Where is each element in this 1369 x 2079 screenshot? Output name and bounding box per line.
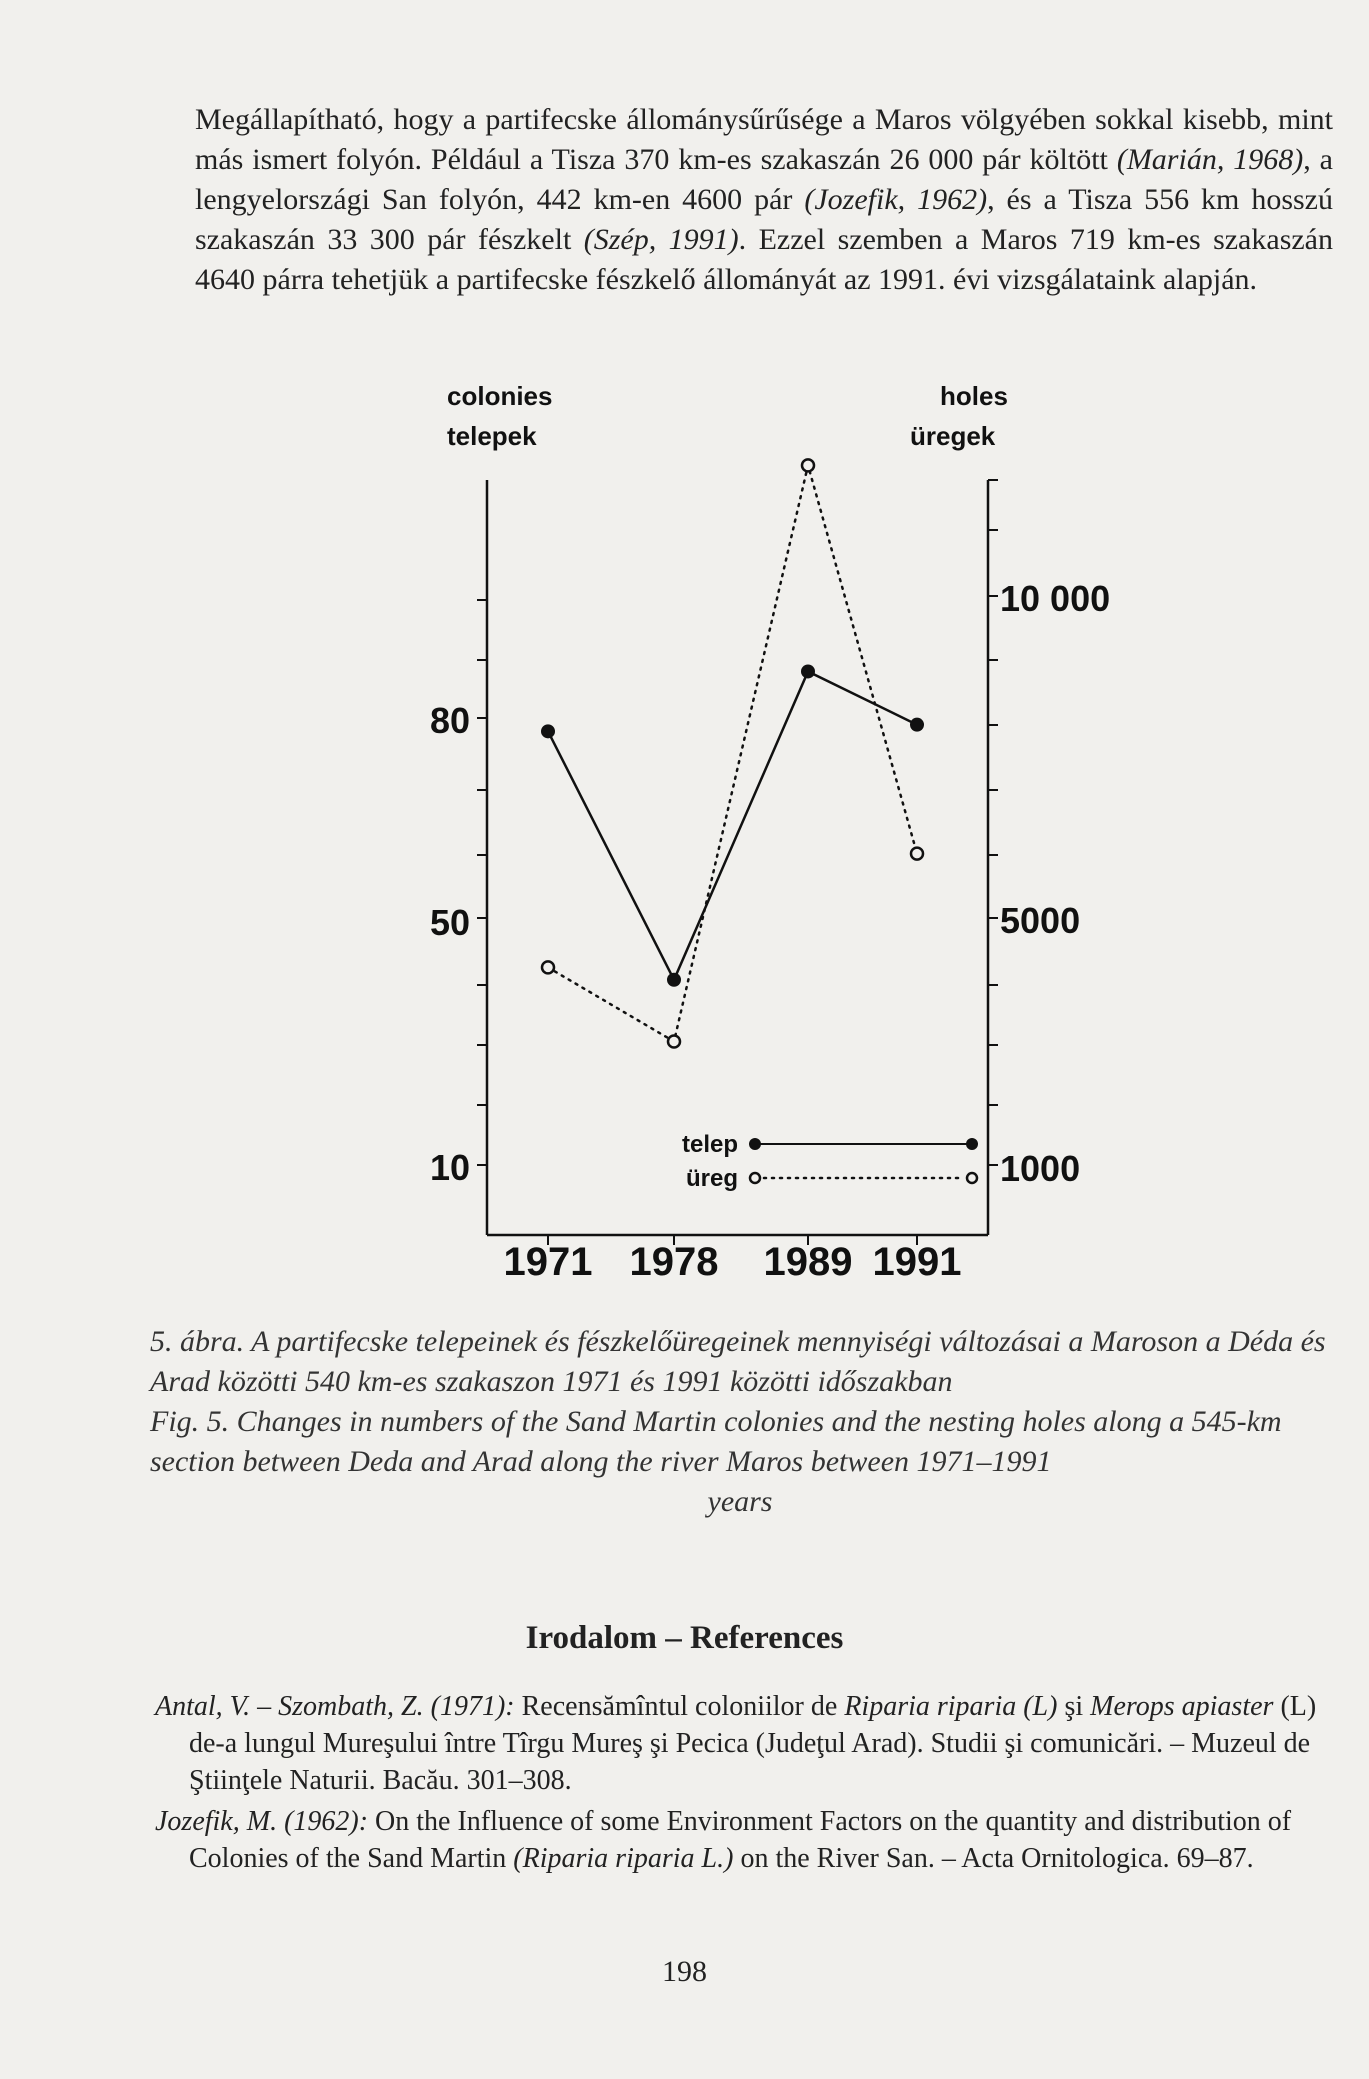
right-axis-label-hu: üregek [910,421,996,451]
reference-item: Antal, V. – Szombath, Z. (1971): Recensămîntul coloniilor de Riparia riparia (L) şi Merops apiaster (L) de-a lungul Mureşului între Tîrgu Mureş şi Pecica (Judeţul Arad). Studii şi comunicări. – Muzeul de Ştiinţele Naturii. Bacău. 301–308. [155,1691,1317,1796]
right-axis-label-en: holes [940,381,1008,411]
data-point-üreg [911,848,923,860]
left-tick-label: 50 [429,902,470,943]
citation: (Szép, 1991) [583,223,739,256]
data-point-telep [667,973,681,987]
x-tick-label: 1978 [629,1240,719,1284]
chart-marks [541,459,924,1047]
legend-ureg-marker [967,1173,977,1183]
legend-ureg-marker [750,1173,760,1183]
data-point-üreg [668,1036,680,1048]
left-axis-label-en: colonies [447,381,553,411]
x-tick-label: 1991 [872,1240,962,1284]
citation: (Jozefik, 1962) [804,183,988,216]
data-point-telep [910,718,924,732]
references-list [155,1688,1333,1881]
series-line-telep [548,672,917,980]
references-title: Irodalom – References [525,1620,844,1656]
page-number: 198 [662,1955,707,1988]
legend-ureg-label: üreg [685,1165,738,1192]
citation: (Marián, 1968) [1116,143,1304,176]
chart-lines [548,465,917,1041]
x-tick-label: 1989 [763,1240,853,1284]
left-tick-label: 10 [429,1147,470,1188]
series-line-üreg [548,465,917,1041]
figure-caption: 5. ábra. A partifecske telepeinek és fészkelőüregeinek mennyiségi változásai a Maroson a Déda és Arad közötti 540 km-es szakaszon 1971 és 1991 közötti időszakban Fig. 5. Changes in numbers of the Sand Martin colonies and the nesting holes along a 545-km section between Deda and Arad along the river Maros between 1971–1991 years [150,1325,1326,1518]
x-tick-label: 1971 [503,1240,593,1284]
reference-item: Jozefik, M. (1962): On the Influence of some Environment Factors on the quantity and distribution of Colonies of the Sand Martin (Riparia riparia L.) on the River San. – Acta Ornitologica. 69–87. [155,1806,1292,1874]
body-paragraph: Megállapítható, hogy a partifecske állománysűrűsége a Maros völgyében sokkal kisebb, mint más ismert folyón. Például a Tisza 370 km-es szakaszán 26 000 pár költött (Marián, 1968), a lengyelországi San folyón, 442 km-en 4600 pár (Jozefik, 1962), és a Tisza 556 km hosszú szakaszán 33 300 pár fészkelt (Szép, 1991). Ezzel szemben a Maros 719 km-es szakaszán 4640 párra tehetjük a partifecske fészkelő állományát az 1991. évi vizsgálataink alapján. [195,103,1333,296]
data-point-üreg [542,961,554,973]
right-tick-label: 1000 [1000,1148,1081,1189]
chart-legend [749,1138,978,1183]
legend-telep-marker [966,1138,978,1150]
right-tick-label: 5000 [1000,900,1081,941]
legend-telep-label: telep [681,1131,738,1158]
data-point-telep [541,724,555,738]
data-point-telep [801,664,815,678]
right-tick-label: 10 000 [1000,578,1111,619]
left-axis-label-hu: telepek [447,421,537,451]
data-point-üreg [802,459,814,471]
left-tick-label: 80 [429,700,470,741]
